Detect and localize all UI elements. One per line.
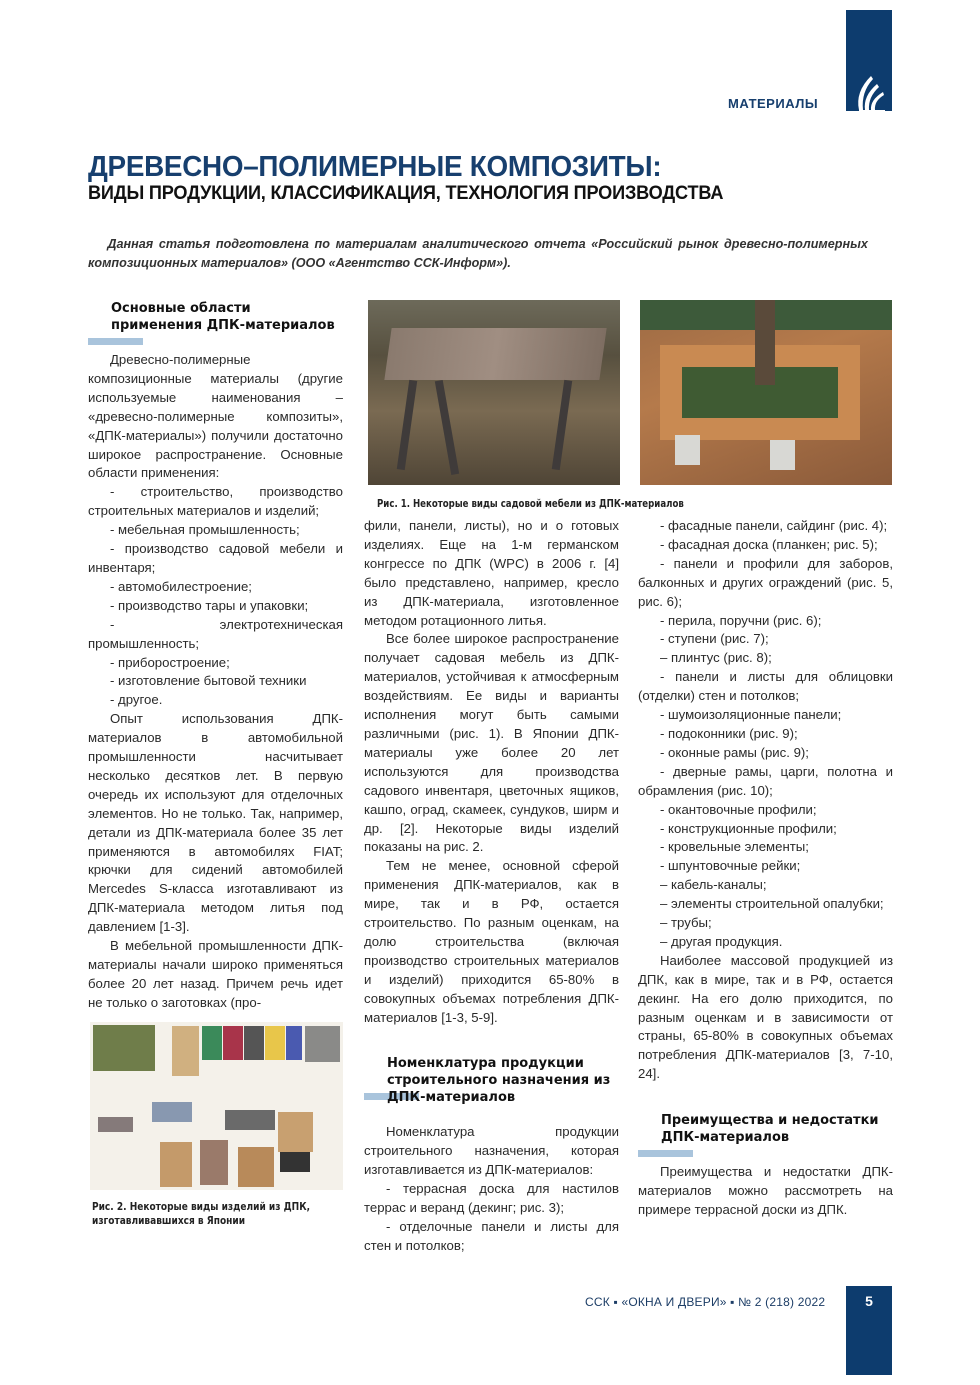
paragraph: Преимущества и недостатки ДПК-материалов можно рассмотреть на примере террасной доски из ДПК. bbox=[638, 1164, 893, 1217]
paragraph: Древесно-полимерные композиционные материалы (другие используемые наименования – «древесно-полимерные композиты», «ДПК-материалы») получили достаточно широкое распространение. Основные области применения: bbox=[88, 352, 343, 481]
footer-publication: ССК ▪ «ОКНА И ДВЕРИ» ▪ № 2 (218) 2022 bbox=[585, 1295, 826, 1309]
list-item: - строительство, производство строительных материалов и изделий; bbox=[88, 484, 343, 519]
list-item: - кровельные элементы; bbox=[660, 839, 809, 855]
list-item: - подоконники (рис. 9); bbox=[660, 725, 798, 741]
column-2 bbox=[364, 517, 619, 1256]
list-item: - перила, поручни (рис. 6); bbox=[660, 612, 822, 628]
paragraph: Тем не менее, основной сферой применения ДПК-материалов, как в мире, так и в РФ, остается строительство. По разным оценкам, на долю строительства (включая производство строительных материалов и изделий) приходится 65-80% в совокупных объемах потребления ДПК-материалов [1-3, 5-9]. bbox=[364, 858, 619, 1025]
page-number: 5 bbox=[846, 1286, 892, 1375]
list-item: - террасная доска для настилов террас и веранд (декинг; рис. 3); bbox=[364, 1181, 619, 1216]
heading-accent-bar bbox=[638, 1150, 693, 1157]
figure-2-caption: Рис. 2. Некоторые виды изделий из ДПК, изготавливавшихся в Японии bbox=[92, 1200, 311, 1227]
list-item: - панели и листы для облицовки (отделки) стен и потолков; bbox=[638, 669, 893, 704]
figure-1-bench-photo bbox=[640, 300, 892, 485]
article-subtitle: ВИДЫ ПРОДУКЦИИ, КЛАССИФИКАЦИЯ, ТЕХНОЛОГИЯ ПРОИЗВОДСТВА bbox=[88, 182, 724, 204]
paragraph: Опыт использования ДПК-материалов в автомобильной промышленности насчитывает несколько десятков лет. В первую очередь их используют для отделочных элементов. Но не только. Так, например, детали из ДПК-материала более 35 лет применяются в автомобилях FIAT; крючки для сидений автомобилей Mercedes S-класса изготавливают из ДПК-материала методом литья под давлением [1-3]. bbox=[88, 711, 343, 935]
section-heading: Основные области применения ДПК-материалов bbox=[88, 300, 343, 334]
list-item: - отделочные панели и листы для стен и потолков; bbox=[364, 1219, 619, 1253]
list-item: - приборостроение; bbox=[110, 654, 230, 670]
list-item: - шумоизоляционные панели; bbox=[660, 707, 842, 723]
list-item: - шпунтовочные рейки; bbox=[660, 858, 801, 874]
list-item: - фасадная доска (планкен; рис. 5); bbox=[660, 536, 878, 552]
list-item: – плинтус (рис. 8); bbox=[660, 650, 772, 666]
section-heading: Преимущества и недостатки ДПК-материалов bbox=[638, 1112, 893, 1146]
list-item: - панели и профили для заборов, балконных и других ограждений (рис. 5, рис. 6); bbox=[638, 555, 893, 609]
figure-1-table-photo bbox=[368, 300, 620, 485]
list-item: – кабель-каналы; bbox=[660, 877, 767, 893]
header-tab bbox=[846, 10, 892, 111]
list-item: - ступени (рис. 7); bbox=[660, 631, 769, 647]
list-item: - другое. bbox=[110, 692, 163, 708]
list-item: - фасадные панели, сайдинг (рис. 4); bbox=[660, 518, 888, 533]
list-item: – элементы строительной опалубки; bbox=[660, 896, 884, 912]
list-item: – трубы; bbox=[660, 915, 712, 931]
section-label: МАТЕРИАЛЫ bbox=[728, 96, 819, 111]
column-3 bbox=[638, 517, 893, 1220]
paragraph: Все более широкое распространение получает садовая мебель из ДПК-материалов, устойчивая к атмосферным воздействиям. Ее виды и варианты исполнения могут быть самыми различными (рис. 1). В Японии ДПК-материалы уже более 20 лет используются для производства садового инвентаря, цветочных ящиков, кашпо, оград, скамеек, сундуков, ширм и др. [2]. Некоторые виды изделий показаны на рис. 2. bbox=[364, 631, 619, 855]
list-item: – другая продукция. bbox=[660, 933, 783, 949]
heading-accent-bar bbox=[88, 338, 143, 345]
list-item: - автомобилестроение; bbox=[110, 578, 252, 594]
paragraph: фили, панели, листы), но и о готовых изделиях. Еще на 1-м германском конгрессе по ДПК (WPC) в 2006 г. [4] было представлено, например, кресло из ДПК-материала, изготовленное методом ротационного литья. bbox=[364, 518, 619, 628]
lead-paragraph: Данная статья подготовлена по материалам аналитического отчета «Российский рынок древесно-полимерных композиционных материалов» (ООО «Агентство ССК-Информ»). bbox=[88, 236, 868, 270]
column-1 bbox=[88, 300, 343, 1013]
paragraph: Наиболее массовой продукцией из ДПК, как в мире, так и в РФ, остается декинг. На его долю приходится, по разным оценкам и в зависимости от страны, 65-80% в совокупных объемах потребления ДПК-материалов [3, 7-10, 24]. bbox=[638, 952, 893, 1082]
figure-2-products-collage bbox=[90, 1022, 343, 1190]
list-item: - конструкционные профили; bbox=[660, 820, 837, 836]
list-item: - мебельная промышленность; bbox=[110, 522, 300, 538]
figure-1-caption: Рис. 1. Некоторые виды садовой мебели из ДПК-материалов bbox=[377, 498, 684, 510]
list-item: - производство садовой мебели и инвентаря; bbox=[88, 541, 343, 575]
list-item: - оконные рамы (рис. 9); bbox=[660, 744, 809, 760]
section-heading: Номенклатура продукции строительного назначения из ДПК-материалов bbox=[364, 1055, 619, 1106]
paragraph: Номенклатура продукции строительного назначения, которая изготавливается из ДПК-материалов: bbox=[364, 1124, 619, 1178]
article-title: ДРЕВЕСНО–ПОЛИМЕРНЫЕ КОМПОЗИТЫ: bbox=[88, 151, 662, 183]
list-item: - дверные рамы, царги, полотна и обрамления (рис. 10); bbox=[638, 763, 893, 798]
list-item: - электротехническая промышленность; bbox=[88, 616, 343, 651]
list-item: - окантовочные профили; bbox=[660, 801, 817, 817]
logo-icon bbox=[851, 66, 887, 116]
list-item: - изготовление бытовой техники bbox=[110, 673, 307, 689]
paragraph: В мебельной промышленности ДПК-материалы начали широко применяться более 20 лет назад. Причем речь идет не только о заготовках (про- bbox=[88, 938, 343, 1010]
list-item: - производство тары и упаковки; bbox=[110, 597, 309, 613]
